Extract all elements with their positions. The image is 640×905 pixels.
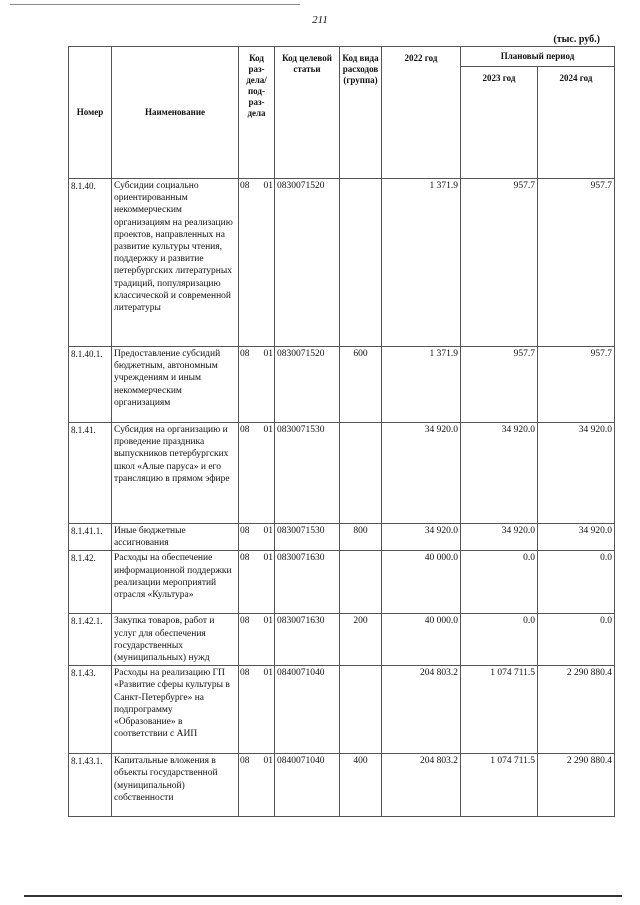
bottom-rule bbox=[24, 895, 622, 897]
row-amount-2023: 0.0 bbox=[461, 614, 538, 666]
table-row bbox=[69, 551, 615, 614]
table-row bbox=[69, 614, 615, 666]
top-rule bbox=[10, 4, 300, 5]
row-section bbox=[239, 666, 275, 754]
row-amount-2022: 40 000.0 bbox=[382, 614, 461, 666]
row-section-code: 08 bbox=[240, 181, 250, 191]
row-section bbox=[239, 614, 275, 666]
row-amount-2024: 957.7 bbox=[538, 179, 615, 347]
row-section-code: 08 bbox=[240, 553, 250, 564]
row-name: Расходы на реализацию ГП «Развитие сферы культуры в Санкт-Петербурге» на подпрограмму «Образование» в соответствии с АИП bbox=[112, 666, 239, 754]
row-name: Предоставление субсидий бюджетным, автономным учреждениям и иным некоммерческим организациям bbox=[112, 347, 239, 423]
row-amount-2023: 34 920.0 bbox=[461, 423, 538, 524]
row-group-code: 600 bbox=[340, 347, 382, 423]
row-group-code: 400 bbox=[340, 754, 382, 817]
budget-table bbox=[68, 46, 615, 817]
row-amount-2023: 0.0 bbox=[461, 551, 538, 614]
page-number: 211 bbox=[312, 14, 328, 26]
row-number: 8.1.43. bbox=[69, 666, 112, 754]
row-amount-2023: 34 920.0 bbox=[461, 524, 538, 551]
row-number: 8.1.40.1. bbox=[69, 347, 112, 423]
row-group-code bbox=[340, 423, 382, 524]
header-year-2024: 2024 год bbox=[538, 67, 615, 179]
row-target-code: 0830071530 bbox=[275, 524, 340, 551]
row-amount-2022: 204 803.2 bbox=[382, 666, 461, 754]
table-row bbox=[69, 347, 615, 423]
row-amount-2022: 34 920.0 bbox=[382, 524, 461, 551]
row-name: Иные бюджетные ассигнования bbox=[112, 524, 239, 551]
row-number: 8.1.42.1. bbox=[69, 614, 112, 666]
row-amount-2024: 0.0 bbox=[538, 614, 615, 666]
row-target-code: 0830071530 bbox=[275, 423, 340, 524]
row-subsection-code: 01 bbox=[263, 349, 273, 359]
row-subsection-code: 01 bbox=[263, 616, 273, 627]
row-amount-2022: 1 371.9 bbox=[382, 179, 461, 347]
row-subsection-code: 01 bbox=[263, 425, 273, 435]
units-label: (тыс. руб.) bbox=[553, 34, 600, 45]
header-name: Наименование bbox=[112, 47, 239, 179]
row-number: 8.1.41. bbox=[69, 423, 112, 524]
row-amount-2024: 2 290 880.4 bbox=[538, 754, 615, 817]
header-number: Номер bbox=[69, 47, 112, 179]
row-section-code: 08 bbox=[240, 756, 250, 767]
row-amount-2024: 957.7 bbox=[538, 347, 615, 423]
row-amount-2024: 34 920.0 bbox=[538, 524, 615, 551]
row-group-code: 200 bbox=[340, 614, 382, 666]
row-target-code: 0830071630 bbox=[275, 614, 340, 666]
row-amount-2024: 0.0 bbox=[538, 551, 615, 614]
row-number: 8.1.41.1. bbox=[69, 524, 112, 551]
row-target-code: 0840071040 bbox=[275, 666, 340, 754]
row-number: 8.1.42. bbox=[69, 551, 112, 614]
row-amount-2023: 957.7 bbox=[461, 179, 538, 347]
row-subsection-code: 01 bbox=[263, 181, 273, 191]
row-section-code: 08 bbox=[240, 526, 250, 536]
row-section bbox=[239, 179, 275, 347]
row-amount-2024: 34 920.0 bbox=[538, 423, 615, 524]
row-name: Субсидия на организацию и проведение праздника выпускников петербургских школ «Алые паруса» и его трансляцию в прямом эфире bbox=[112, 423, 239, 524]
row-target-code: 0830071520 bbox=[275, 347, 340, 423]
row-section-code: 08 bbox=[240, 425, 250, 435]
row-amount-2023: 1 074 711.5 bbox=[461, 666, 538, 754]
header-planning-period: Плановый период bbox=[461, 47, 615, 67]
row-subsection-code: 01 bbox=[263, 756, 273, 767]
table-row bbox=[69, 524, 615, 551]
row-name: Субсидии социально ориентированным некоммерческим организациям на реализацию проектов, направленных на развитие культуры чтения, поддержку и развитие петербургских литературных традиций, популяризацию классической и современной литературы bbox=[112, 179, 239, 347]
row-section-code: 08 bbox=[240, 616, 250, 627]
row-name: Расходы на обеспечение информационной поддержки реализации мероприятий отрасля «Культура» bbox=[112, 551, 239, 614]
row-amount-2022: 40 000.0 bbox=[382, 551, 461, 614]
header-year-2023: 2023 год bbox=[461, 67, 538, 179]
row-section bbox=[239, 347, 275, 423]
row-group-code: 800 bbox=[340, 524, 382, 551]
row-section bbox=[239, 524, 275, 551]
row-amount-2022: 34 920.0 bbox=[382, 423, 461, 524]
row-amount-2024: 2 290 880.4 bbox=[538, 666, 615, 754]
row-section bbox=[239, 423, 275, 524]
row-name: Капитальные вложения в объекты государственной (муниципальной) собственности bbox=[112, 754, 239, 817]
row-section-code: 08 bbox=[240, 349, 250, 359]
row-group-code bbox=[340, 666, 382, 754]
row-name: Закупка товаров, работ и услуг для обеспечения государственных (муниципальных) нужд bbox=[112, 614, 239, 666]
header-target-code: Код целевой статьи bbox=[275, 47, 340, 179]
header-year-2022: 2022 год bbox=[382, 47, 461, 179]
row-amount-2023: 957.7 bbox=[461, 347, 538, 423]
row-subsection-code: 01 bbox=[263, 553, 273, 564]
table-header bbox=[69, 47, 615, 179]
header-section-code: Код раз-дела/ под-раз-дела bbox=[239, 47, 275, 179]
row-group-code bbox=[340, 179, 382, 347]
header-group-code: Код вида расходов (группа) bbox=[340, 47, 382, 179]
row-target-code: 0830071630 bbox=[275, 551, 340, 614]
table-body bbox=[69, 179, 615, 817]
table-row bbox=[69, 423, 615, 524]
row-target-code: 0830071520 bbox=[275, 179, 340, 347]
table-row bbox=[69, 179, 615, 347]
row-section-code: 08 bbox=[240, 668, 250, 679]
table-row bbox=[69, 666, 615, 754]
row-number: 8.1.43.1. bbox=[69, 754, 112, 817]
row-target-code: 0840071040 bbox=[275, 754, 340, 817]
row-amount-2022: 1 371.9 bbox=[382, 347, 461, 423]
row-subsection-code: 01 bbox=[263, 526, 273, 536]
row-amount-2023: 1 074 711.5 bbox=[461, 754, 538, 817]
row-section bbox=[239, 754, 275, 817]
row-amount-2022: 204 803.2 bbox=[382, 754, 461, 817]
row-number: 8.1.40. bbox=[69, 179, 112, 347]
row-group-code bbox=[340, 551, 382, 614]
row-section bbox=[239, 551, 275, 614]
row-subsection-code: 01 bbox=[263, 668, 273, 679]
table-row bbox=[69, 754, 615, 817]
